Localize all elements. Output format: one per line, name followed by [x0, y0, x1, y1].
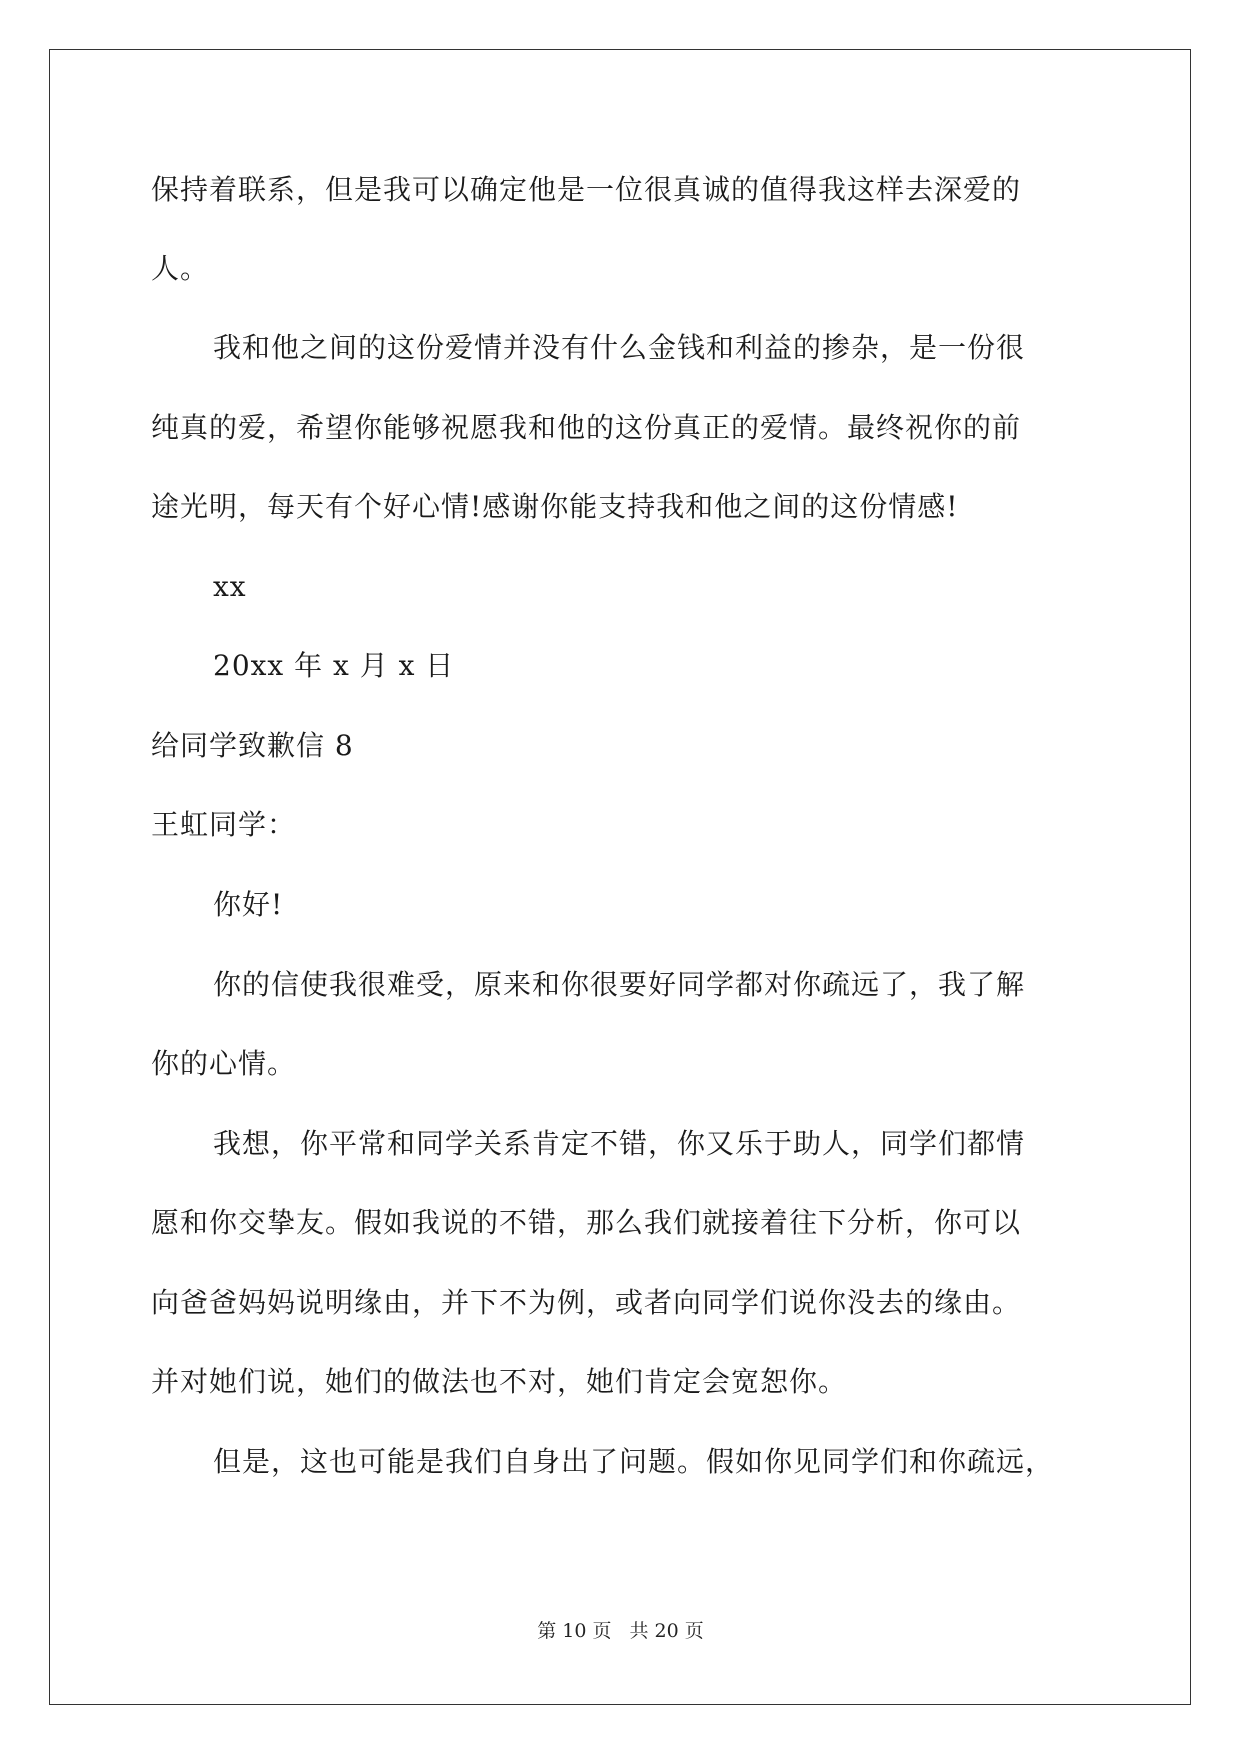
text-line: 途光明，每天有个好心情!感谢你能支持我和他之间的这份情感!: [151, 490, 959, 523]
text-line: 愿和你交挚友。假如我说的不错，那么我们就接着往下分析，你可以: [151, 1206, 1022, 1239]
text-line: 人。: [151, 252, 210, 285]
text-line: 你的心情。: [151, 1047, 297, 1080]
greeting: 你好!: [213, 888, 284, 921]
text-line: 并对她们说，她们的做法也不对，她们肯定会宽恕你。: [151, 1365, 848, 1398]
text-line: 向爸爸妈妈说明缘由，并下不为例，或者向同学们说你没去的缘由。: [151, 1286, 1022, 1319]
paragraph-line: 你的信使我很难受，原来和你很要好同学都对你疏远了，我了解: [213, 968, 1026, 1001]
current-page-number: 第 10 页: [537, 1620, 612, 1642]
total-pages: 共 20 页: [629, 1620, 704, 1642]
page-footer: [0, 1618, 1241, 1644]
text-line: 纯真的爱，希望你能够祝愿我和他的这份真正的爱情。最终祝你的前: [151, 411, 1022, 444]
salutation: 王虹同学：: [151, 808, 297, 841]
paragraph-line: 但是，这也可能是我们自身出了问题。假如你见同学们和你疏远，: [213, 1445, 1055, 1478]
signature-name: xx: [213, 570, 247, 603]
paragraph-line: 我和他之间的这份爱情并没有什么金钱和利益的掺杂，是一份很: [213, 331, 1026, 364]
letter-title: 给同学致歉信 8: [151, 729, 354, 762]
signature-date: 20xx 年 x 月 x 日: [213, 649, 455, 682]
text-line: 保持着联系，但是我可以确定他是一位很真诚的值得我这样去深爱的: [151, 173, 1022, 206]
paragraph-line: 我想，你平常和同学关系肯定不错，你又乐于助人，同学们都情: [213, 1127, 1026, 1160]
